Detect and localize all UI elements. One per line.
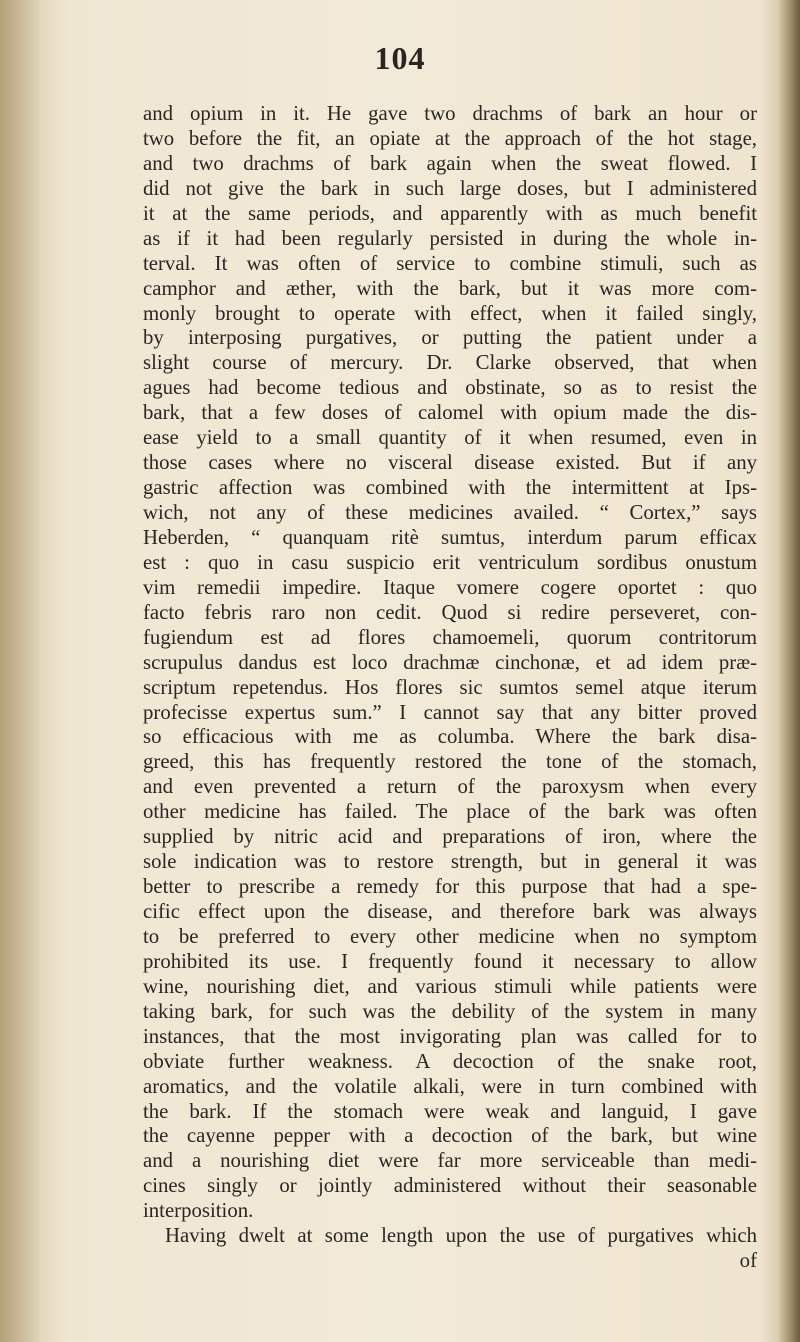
text-line: and a nourishing diet were far more serviceable than medi-: [143, 1149, 757, 1173]
text-line: supplied by nitric acid and preparations of iron, where the: [143, 825, 757, 849]
text-line: and two drachms of bark again when the sweat flowed. I: [143, 151, 757, 175]
text-line: as if it had been regularly persisted in during the whole in-: [143, 226, 757, 250]
text-line: better to prescribe a remedy for this purpose that had a spe-: [143, 875, 757, 899]
text-line: to be preferred to every other medicine when no symptom: [143, 924, 757, 948]
page-edge-shadow: [778, 0, 800, 1342]
text-line: est : quo in casu suspicio erit ventriculum sordibus onustum: [143, 550, 757, 574]
text-line: taking bark, for such was the debility of the system in many: [143, 999, 757, 1023]
text-line: prohibited its use. I frequently found it necessary to allow: [143, 949, 757, 973]
text-line: those cases where no visceral disease existed. But if any: [143, 451, 757, 475]
text-line: so efficacious with me as columba. Where the bark disa-: [143, 725, 757, 749]
text-line: sole indication was to restore strength, but in general it was: [143, 850, 757, 874]
text-line: fugiendum est ad flores chamoemeli, quorum contritorum: [143, 625, 757, 649]
text-line: gastric affection was combined with the intermittent at Ips-: [143, 476, 757, 500]
catchword: of: [739, 1249, 757, 1273]
page-gutter-shadow: [0, 0, 70, 1342]
text-line: Having dwelt at some length upon the use of purgatives which: [165, 1224, 757, 1248]
text-line: it at the same periods, and apparently with as much benefit: [143, 201, 757, 225]
text-line: terval. It was often of service to combine stimuli, such as: [143, 251, 757, 275]
text-line: interposition.: [143, 1199, 254, 1223]
text-line: vim remedii impedire. Itaque vomere cogere oportet : quo: [143, 575, 757, 599]
text-line: other medicine has failed. The place of the bark was often: [143, 800, 757, 824]
text-line: greed, this has frequently restored the tone of the stomach,: [143, 750, 757, 774]
text-line: scrupulus dandus est loco drachmæ cinchonæ, et ad idem præ-: [143, 650, 757, 674]
text-line: bark, that a few doses of calomel with opium made the dis-: [143, 401, 757, 425]
text-line: the cayenne pepper with a decoction of the bark, but wine: [143, 1124, 757, 1148]
text-line: monly brought to operate with effect, when it failed singly,: [143, 301, 757, 325]
text-line: cines singly or jointly administered without their seasonable: [143, 1174, 757, 1198]
text-line: camphor and æther, with the bark, but it was more com-: [143, 276, 757, 300]
page-number: 104: [374, 40, 426, 76]
text-line: facto febris raro non cedit. Quod si redire perseveret, con-: [143, 600, 757, 624]
text-line: did not give the bark in such large doses, but I administered: [143, 176, 757, 200]
text-line: wine, nourishing diet, and various stimuli while patients were: [143, 974, 757, 998]
text-line: by interposing purgatives, or putting the patient under a: [143, 326, 757, 350]
text-line: agues had become tedious and obstinate, so as to resist the: [143, 376, 757, 400]
text-line: obviate further weakness. A decoction of the snake root,: [143, 1049, 757, 1073]
text-line: slight course of mercury. Dr. Clarke observed, that when: [143, 351, 757, 375]
text-line: profecisse expertus sum.” I cannot say that any bitter proved: [143, 700, 757, 724]
text-line: Heberden, “ quanquam ritè sumtus, interdum parum efficax: [143, 525, 757, 549]
text-line: two before the fit, an opiate at the approach of the hot stage,: [143, 126, 757, 150]
text-line: and opium in it. He gave two drachms of bark an hour or: [143, 102, 757, 125]
text-line: scriptum repetendus. Hos flores sic sumtos semel atque iterum: [143, 675, 757, 699]
body-text: [143, 102, 757, 1274]
text-line: cific effect upon the disease, and therefore bark was always: [143, 900, 757, 923]
text-line: the bark. If the stomach were weak and languid, I gave: [143, 1099, 757, 1123]
text-line: aromatics, and the volatile alkali, were in turn combined with: [143, 1074, 757, 1098]
text-line: wich, not any of these medicines availed. “ Cortex,” says: [143, 501, 757, 524]
text-line: instances, that the most invigorating plan was called for to: [143, 1024, 757, 1048]
text-line: and even prevented a return of the paroxysm when every: [143, 775, 757, 799]
text-line: ease yield to a small quantity of it when resumed, even in: [143, 426, 757, 450]
